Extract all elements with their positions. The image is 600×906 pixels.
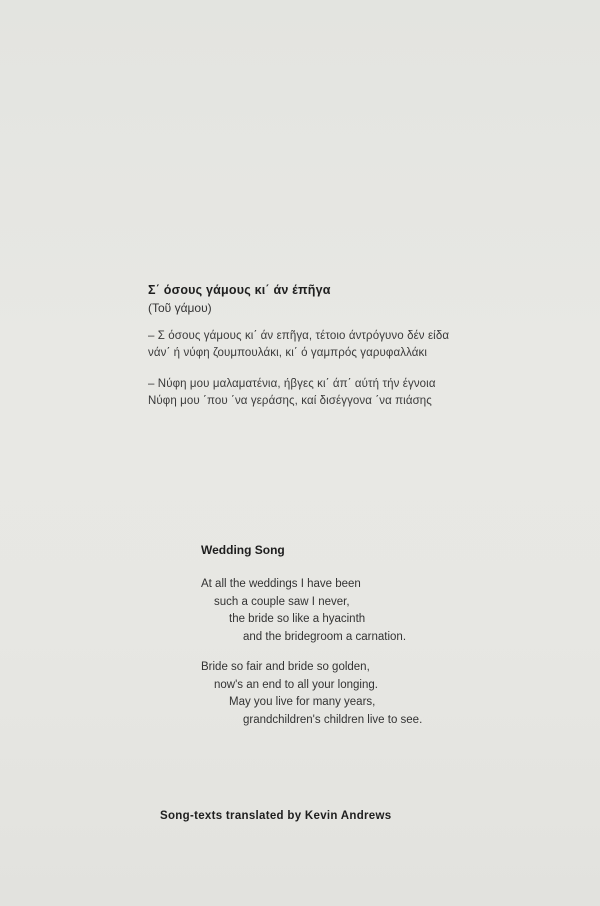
translation-credit: Song-texts translated by Kevin Andrews: [160, 810, 392, 822]
english-line: May you live for many years,: [229, 696, 376, 708]
greek-poem-title: Σ΄ όσους γάμους κι΄ άν έπῆγα: [148, 283, 331, 297]
english-poem-title: Wedding Song: [201, 543, 285, 557]
english-line: now's an end to all your longing.: [214, 678, 378, 691]
greek-poem-subtitle: (Τοῦ γάμου): [148, 301, 212, 315]
english-line: grandchildren's children live to see.: [243, 713, 423, 726]
english-line: such a couple saw I never,: [214, 595, 350, 608]
greek-line: Νύφη μου ΄που ΄να γεράσης, καί δισέγγονα ΄να πιάσης: [148, 395, 432, 407]
greek-stanza-2: [148, 376, 568, 410]
english-line: At all the weddings I have been: [201, 578, 361, 590]
english-stanza-1: [201, 576, 521, 646]
greek-line: – Σ όσους γάμους κι΄ άν επῆγα, τέτοιο άντρόγυνο δέν είδα: [148, 330, 450, 342]
english-line: the bride so like a hyacinth: [229, 613, 366, 625]
greek-line: – Νύφη μου μαλαματένια, ήβγες κι΄ άπ΄ αύτή τήν έγνοια: [148, 378, 436, 390]
english-line: Bride so fair and bride so golden,: [201, 661, 370, 673]
greek-line: νάν΄ ή νύφη ζουμπουλάκι, κι΄ ό γαμπρός γαρυφαλλάκι: [148, 347, 428, 359]
greek-stanza-1: [148, 328, 568, 362]
english-stanza-2: [201, 659, 521, 729]
english-line: and the bridegroom a carnation.: [243, 630, 407, 643]
greek-poem: [148, 282, 568, 410]
english-poem: [201, 542, 521, 729]
